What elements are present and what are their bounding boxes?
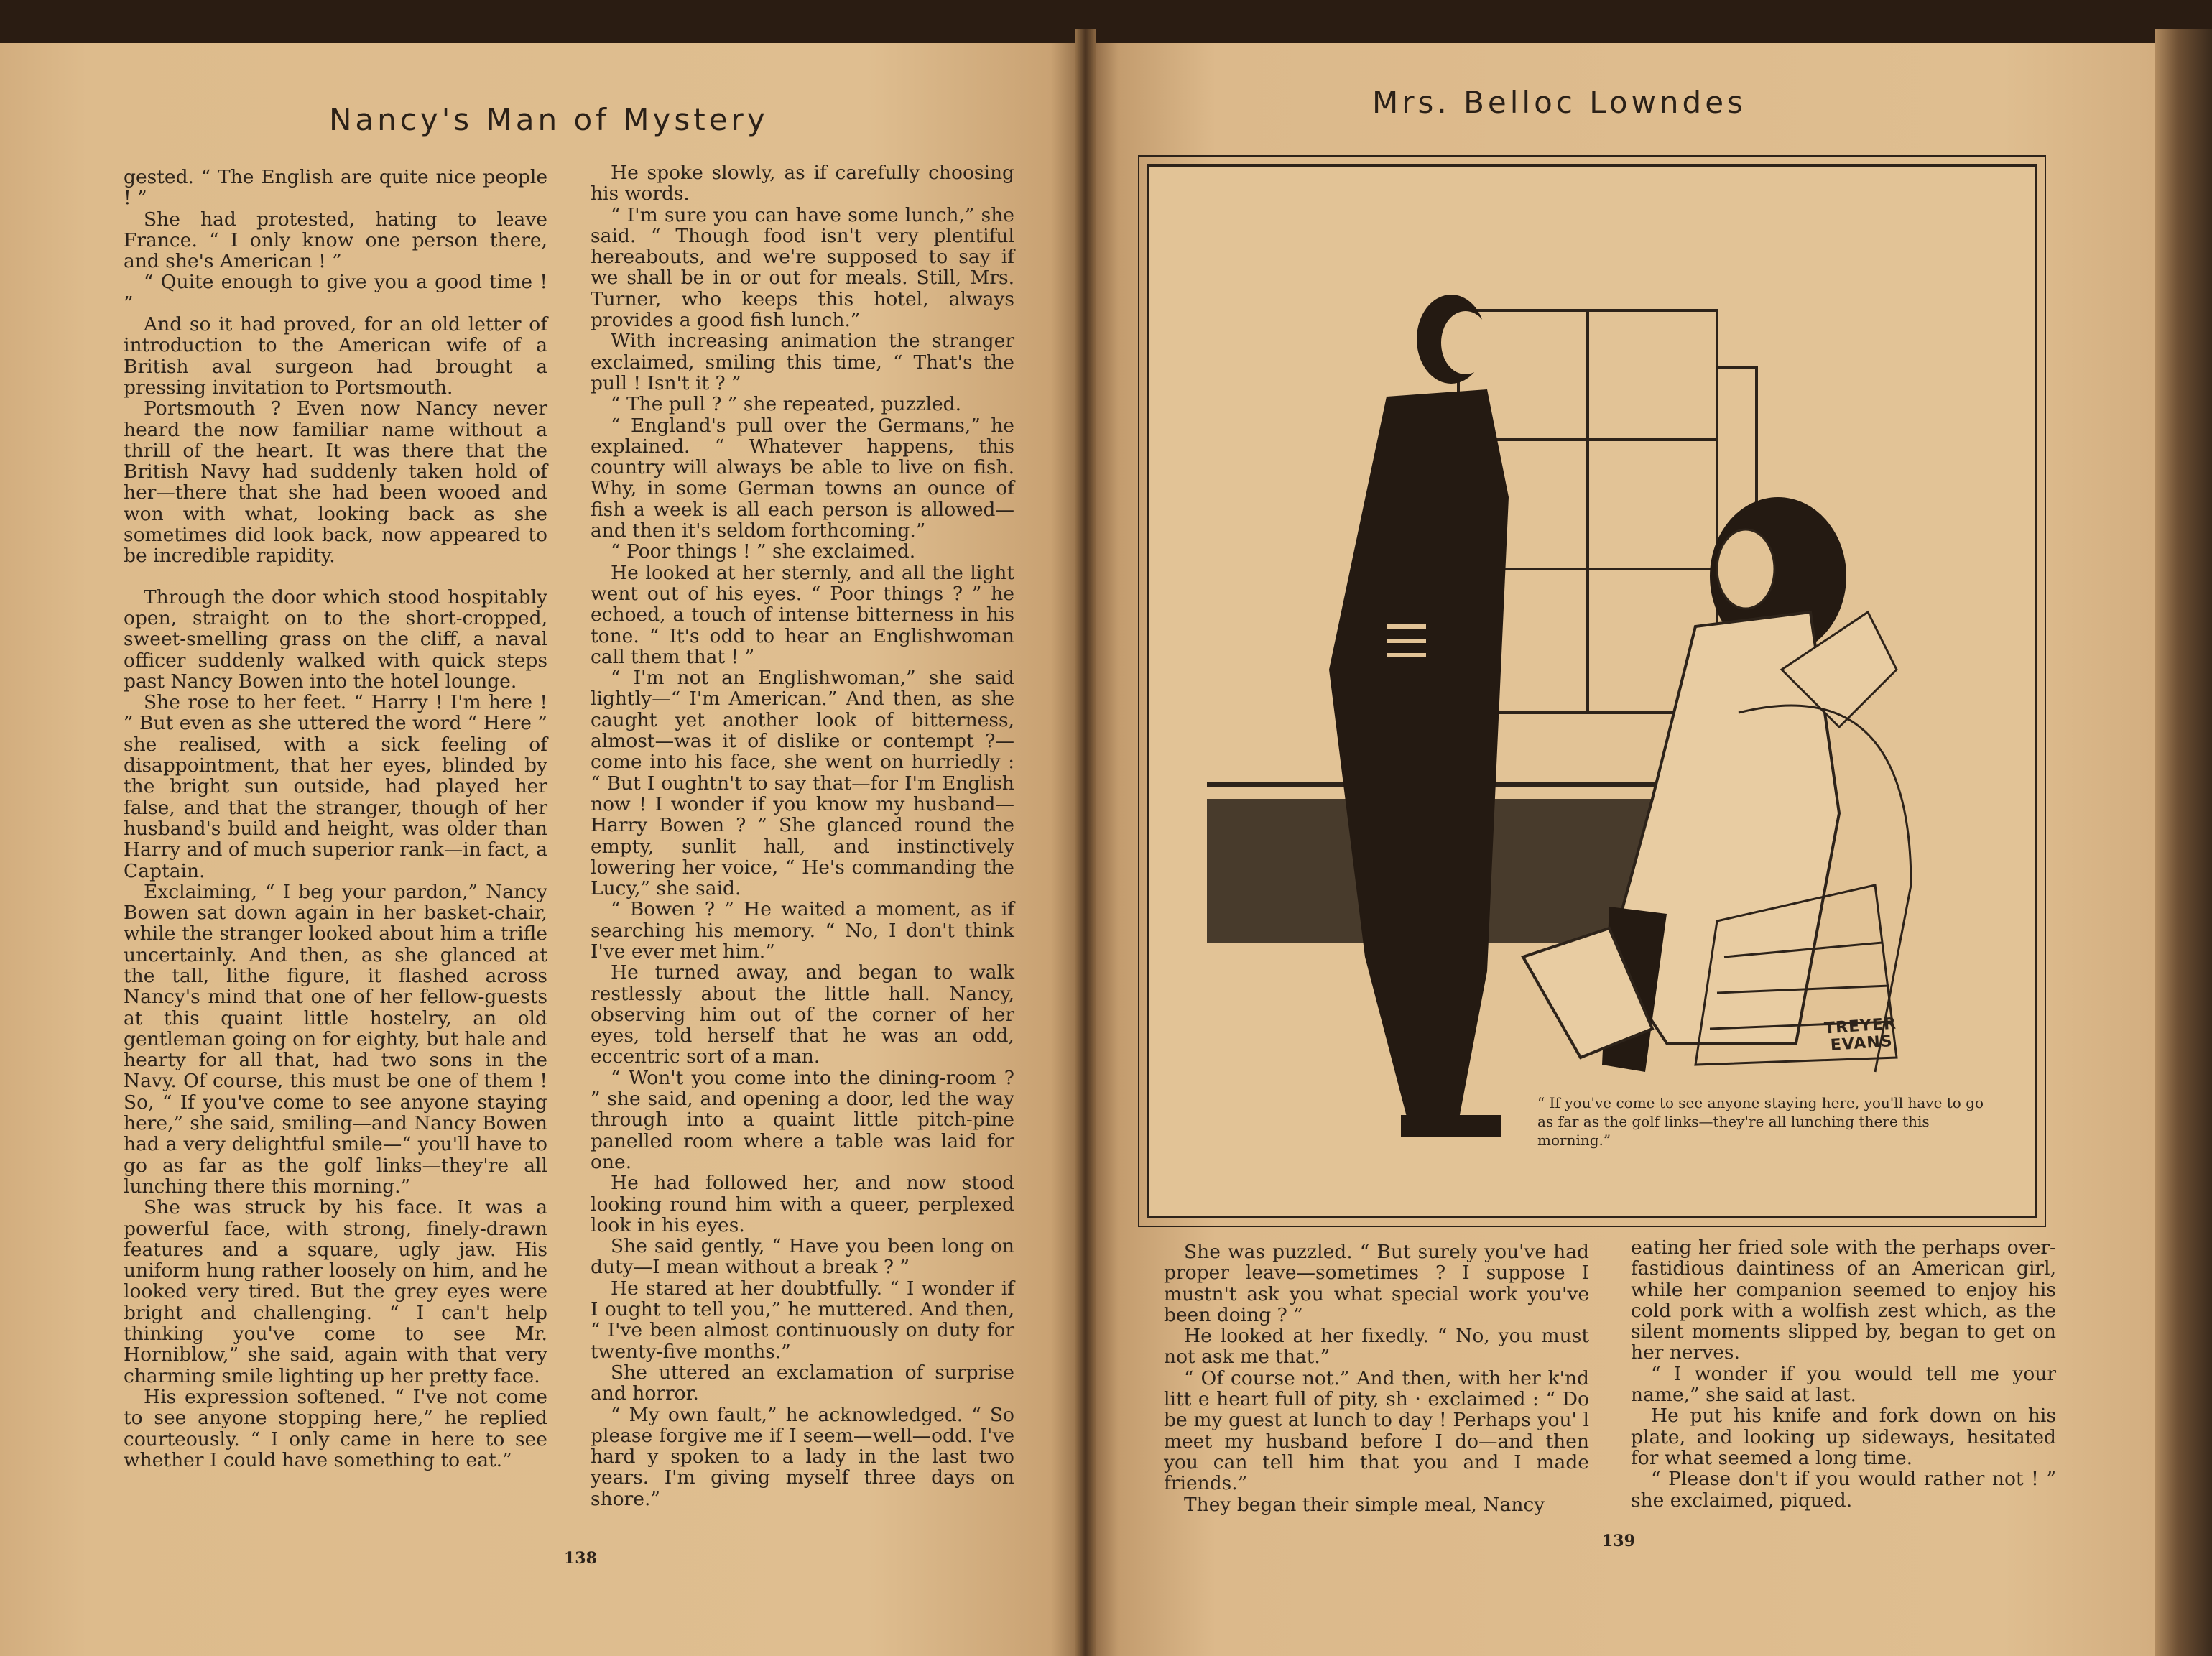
paragraph: With increasing animation the stranger exclaimed, smiling this time, “ That's the pull ! Isn't it ? ” bbox=[591, 330, 1014, 394]
paragraph: She was struck by his face. It was a powerful face, with strong, finely-drawn features and a square, ugly jaw. His uniform hung rather loosely on him, and he looked very tired. But the grey eyes were bright and challenging. “ I can't help thinking you've come to see Mr. Horniblow,” she said, again with that very charming smile lighting up her pretty face. bbox=[124, 1196, 547, 1387]
paragraph: “ Please don't if you would rather not ! ” she exclaimed, piqued. bbox=[1631, 1468, 2056, 1512]
left-page-number: 138 bbox=[564, 1549, 597, 1568]
right-page-number: 139 bbox=[1602, 1532, 1635, 1550]
book-gutter bbox=[1075, 29, 1096, 1656]
paragraph: “ Bowen ? ” He waited a moment, as if searching his memory. “ No, I don't think I've ever met him.” bbox=[591, 898, 1014, 963]
paragraph: She was puzzled. “ But surely you've had proper leave—sometimes ? I suppose I mustn't ask you what special work you've been doing ? ” bbox=[1164, 1241, 1589, 1326]
paragraph: “ I'm sure you can have some lunch,” she said. “ Though food isn't very plentiful hereabouts, and we're supposed to say if we shall be in or out for meals. Still, Mrs. Turner, who keeps this hotel, always provides a good fish lunch.” bbox=[591, 203, 1014, 332]
artist-signature bbox=[1823, 1016, 1898, 1055]
right-page-column-2 bbox=[1631, 1237, 2056, 1511]
paragraph: eating her fried sole with the perhaps over-fastidious daintiness of an American girl, while her companion seemed to enjoy his cold pork with a wolfish zest which, as the silent moments slipped by, began to get on her nerves. bbox=[1631, 1236, 2056, 1364]
right-page-header: Mrs. Belloc Lowndes bbox=[1372, 85, 1746, 120]
paragraph: “ Quite enough to give you a good time ! ” bbox=[124, 271, 547, 315]
illustration-drawing bbox=[1149, 167, 2035, 1216]
paragraph: He looked at her fixedly. “ No, you must not ask me that.” bbox=[1164, 1325, 1589, 1369]
paragraph: She uttered an exclamation of surprise and horror. bbox=[591, 1361, 1014, 1405]
paragraph: He had followed her, and now stood looking round him with a queer, perplexed look in his eyes. bbox=[591, 1172, 1014, 1236]
paragraph: He spoke slowly, as if carefully choosing his words. bbox=[591, 162, 1014, 205]
signature-line-1: TREYER bbox=[1823, 1014, 1897, 1038]
paragraph: They began their simple meal, Nancy bbox=[1184, 1493, 1545, 1516]
paragraph: He put his knife and fork down on his plate, and looking up sideways, hesitated for what seemed a long time. bbox=[1631, 1405, 2056, 1469]
paragraph: He looked at her sternly, and all the light went out of his eyes. “ Poor things ? ” he echoed, a touch of intense bitterness in his tone. “ It's odd to hear an Englishwoman call them that ! ” bbox=[591, 561, 1014, 668]
paragraph: “ The pull ? ” she repeated, puzzled. bbox=[611, 393, 962, 416]
paragraph: “ Won't you come into the dining-room ? ” she said, and opening a door, led the way through into a quaint little pitch-pine panelled room where a table was laid for one. bbox=[591, 1066, 1014, 1173]
paragraph: “ England's pull over the Germans,” he explained. “ Whatever happens, this country will always be able to live on fish. Why, in some German towns an ounce of fish a week is all each person is allowed—and then it's seldom forthcoming.” bbox=[591, 414, 1014, 542]
left-page-column-1 bbox=[124, 167, 547, 1471]
paragraph: He turned away, and began to walk restlessly about the little hall. Nancy, observing him out of the corner of her eyes, told herself that he was an odd, eccentric sort of a man. bbox=[591, 961, 1014, 1068]
illustration-frame bbox=[1147, 164, 2037, 1218]
paragraph: She rose to her feet. “ Harry ! I'm here ! ” But even as she uttered the word “ Here ” she realised, with a sick feeling of disappointment, that her eyes, blinded by the bright sun outside, had played her false, and that the stranger, though of her husband's build and height, was older than Harry and of much superior rank—in fact, a Captain. bbox=[124, 691, 547, 882]
paragraph: His expression softened. “ I've not come to see anyone stopping here,” he replied courteously. “ I only came in here to see whether I could have something to eat.” bbox=[124, 1385, 547, 1471]
paragraph: gested. “ The English are quite nice people ! ” bbox=[124, 166, 547, 210]
paragraph: “ My own fault,” he acknowledged. “ So please forgive me if I seem—well—odd. I've hard y spoken to a lady in the last two years. I'm giving myself three days on shore.” bbox=[591, 1403, 1014, 1510]
paragraph: Exclaiming, “ I beg your pardon,” Nancy Bowen sat down again in her basket-chair, while the stranger looked about him a trifle uncertainly. And then, as she glanced at the tall, lithe figure, it flashed across Nancy's mind that one of her fellow-guests at this quaint little hostelry, an old gentleman going on for eighty, but hale and hearty for all that, had two sons in the Navy. Of course, this must be one of them ! So, “ If you've come to see anyone staying here,” she said, smiling—and Nancy Bowen had a very delightful smile—“ you'll have to go as far as the golf links—they're all lunching there this morning.” bbox=[124, 880, 547, 1198]
page-edges bbox=[2155, 29, 2212, 1656]
paragraph: “ Poor things ! ” she exclaimed. bbox=[611, 540, 916, 563]
paragraph: “ Of course not.” And then, with her k'nd litt e heart full of pity, sh · exclaimed : “ Do be my guest at lunch to day ! Perhaps you' l meet my husband before I do—and then you can tell him that you and I made friends.” bbox=[1164, 1366, 1589, 1495]
left-page-header: Nancy's Man of Mystery bbox=[329, 102, 769, 137]
left-page-column-2 bbox=[591, 162, 1014, 1509]
right-page-column-1 bbox=[1164, 1241, 1589, 1515]
paragraph: He stared at her doubtfully. “ I wonder if I ought to tell you,” he muttered. And then, “ I've been almost continuously on duty for twenty-five months.” bbox=[591, 1277, 1014, 1363]
illustration-caption: “ If you've come to see anyone staying here, you'll have to go as far as the golf links—they're all lunching there this morning.” bbox=[1537, 1094, 1984, 1149]
paragraph: And so it had proved, for an old letter of introduction to the American wife of a British aval surgeon had brought a pressing invitation to Portsmouth. bbox=[124, 313, 547, 399]
paragraph: Through the door which stood hospitably open, straight on to the short-cropped, sweet-smelling grass on the cliff, a naval officer suddenly walked with quick steps past Nancy Bowen into the hotel lounge. bbox=[124, 586, 547, 693]
paragraph: Portsmouth ? Even now Nancy never heard the now familiar name without a thrill of the heart. It was there that the British Navy had suddenly taken hold of her—there that she had been wooed and won with what, looking back as she sometimes did look back, now appeared to be incredible rapidity. bbox=[124, 397, 547, 568]
paragraph: “ I wonder if you would tell me your name,” she said at last. bbox=[1631, 1362, 2056, 1407]
signature-line-2: EVANS bbox=[1830, 1032, 1894, 1055]
paragraph: She said gently, “ Have you been long on duty—I mean without a break ? ” bbox=[591, 1235, 1014, 1279]
paragraph: She had protested, hating to leave France. “ I only know one person there, and she's American ! ” bbox=[124, 208, 547, 273]
paragraph: “ I'm not an Englishwoman,” she said lightly—“ I'm American.” And then, as she caught yet another look of bitterness, almost—was it of dislike or contempt ?—come into his face, she went on hurriedly : “ But I oughtn't to say that—for I'm English now ! I wonder if you know my husband—Harry Bowen ? ” She glanced round the empty, sunlit hall, and instinctively lowering her voice, “ He's commanding the Lucy,” she said. bbox=[591, 667, 1014, 900]
